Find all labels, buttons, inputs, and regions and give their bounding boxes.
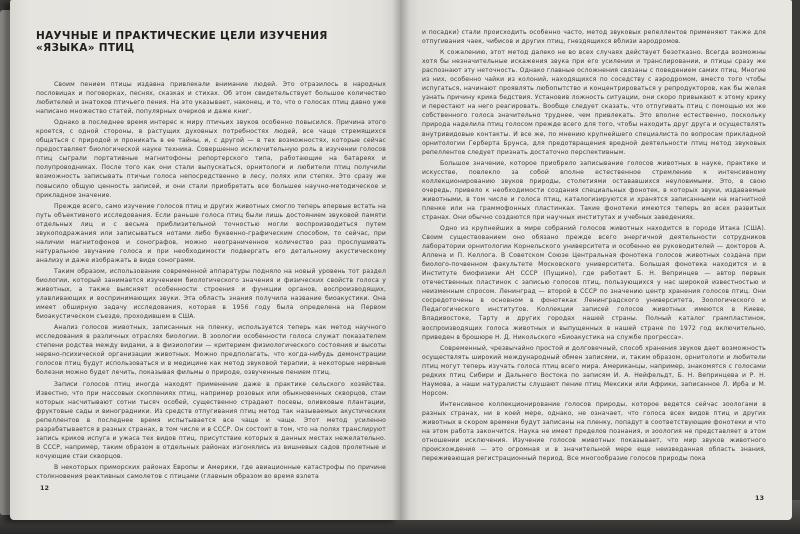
paragraph: К сожалению, этот метод далеко не во всех случаях действует безотказно. Всегда возможны хотя бы незначительные искажения звука при его усилении и транслировании, и птицы сразу же распознают эту неточность. Однако главные осложнения связаны с поведением самих птиц. Многие из них, особенно чайки из колоний, находящихся по соседству с аэродромом, вместо того чтобы испугаться, начинают проявлять любопытство и концентрироваться у репродукторов, как бы желая узнать причину крика бедствия. Установив ложность ситуации, они скоро привыкают к этому крику и перестают на него реагировать. Вообще следует сказать, что отпугивать птиц с помощью их же собственного голоса значительно труднее, чем привлекать. Это вполне естественно, поскольку природа наделила птиц голосом прежде всего для того, чтобы находить друг друга и осуществлять внутривидовые контакты. И все же, по мнению крупнейшего специалиста по вопросам прикладной орнитологии Герберта Брунса, для предотвращения вредной деятельности птиц метод звуковых репеллентов следует признать достаточно перспективным. (422, 49, 766, 156)
paragraph: и посадки) стали происходить особенно часто, метод звуковых репеллентов применяют также для отпугивания чаек, чибисов и других птиц, гнездящихся вблизи аэродромов. (422, 29, 766, 46)
paragraph: В некоторых приморских районах Европы и Америки, где авиационные катастрофы по причине столкновения реактивных самолетов с птицами (главным образом во время взлета (36, 463, 386, 480)
page-number-right: 13 (754, 494, 764, 502)
paragraph: Своим пением птицы издавна привлекали внимание людей. Это отразилось в народных пословицах и поговорках, песнях, сказках и стихах. Об этом свидетельствует большое количество любителей и знатоков птичьего пения. На это указывает, наконец, и то, что о голосах птиц давно уже написано множество статей, популярных очерков и даже книг. (36, 81, 386, 116)
paragraph: Анализ голосов животных, записанных на пленку, используется теперь как метод научного исследования в различных отраслях биологии. В зоологии особенности голоса служат показателем степени родства между видами, а в физиологии — критерием физиологического состояния и высоты нервно-психической организации животных. Можно предполагать, что когда-нибудь демонстрации голосов птиц будут использоваться и в медицине как метод звуковой терапии, а некоторые нервные болезни можно будет лечить, показывая фильмы о природе, озвученные пением птиц. (36, 324, 386, 377)
paragraph: Прежде всего, само изучение голосов птиц и других животных смогло теперь впервые встать на путь объективного исследования. Если раньше голоса птиц были лишь достоянием звуковой памяти отдельных лиц и с весьма приблизительной точностью могли воспроизводиться путем звукоподражания или записываться нотами либо буквенно-графическим способом, то сейчас, при наличии магнитофонов и сонографов, можно неограниченное количество раз прослушивать натуральное звучание голоса и при необходимости подвергать его детальному акустическому анализу и даже изображать в виде сонограмм. (36, 202, 386, 264)
chapter-title: НАУЧНЫЕ И ПРАКТИЧЕСКИЕ ЦЕЛИ ИЗУЧЕНИЯ «ЯЗЫКА» ПТИЦ (36, 30, 328, 54)
paragraph: Большое значение, которое приобрело записывание голосов животных в науке, практике и искусстве, повлекло за собой вполне естественное стремление к интенсивному коллекционированию звуков природы, столетиями остававшихся неуловимыми. Это, в свою очередь, привело к необходимости создания специальных фонотек, в которых звуки, издаваемые животными, в том числе и голоса птиц, каталогизируются и хранятся записанными на магнитной пленке или на граммофонных пластинках. Такие фонотеки имеются теперь во всех развитых странах. Они обычно создаются при научных институтах и учебных заведениях. (422, 159, 766, 221)
paragraph: Таким образом, использование современной аппаратуры подняло на новый уровень тот раздел биологии, который занимается изучением биологического значения и физических свойств голоса у животных, а также выясняет особенности строения и функции органов, воспроизводящих, улавливающих и воспринимающих звуки. Эта область знания получила название биоакустики. Она имеет обширную задачу исследования, которая в 1956 году была определена на Первом биоакустическом съезде, проходившем в США. (36, 267, 386, 321)
page-number-left: 12 (40, 484, 50, 492)
right-page (400, 0, 792, 520)
paragraph: Одно из крупнейших в мире собраний голосов животных находится в городе Итака (США). Своим существованием оно обязано прежде всего энергичной деятельности сотрудников лаборатории орнитологии Корнельского университета и особенно ее руководителей — докторов А. Аллена и П. Келлога. В Советском Союзе Центральная фонотека голосов животных создана при биолого-почвенном факультете Московского университета. Большая фонотека находится и в Институте биофизики АН СССР (Пущино), где работает Б. Н. Вепринцев — автор первых отечественных пластинок с записью голосов птиц, пользующихся у нас широкой известностью и неизменным спросом. Ленинград — второй в СССР по значению центр хранения голосов птиц. Они сосредоточены в основном в фонотеках Ленинградского университета, Зоологического и Педагогического институтов. Коллекции записей голосов животных имеются в Киеве, Владивостоке, Тарту и других городах нашей страны. Полный каталог грампластинок, воспроизводящих голоса животных и выпущенных в нашей стране по 1972 год включительно, приведен в брошюре Н. Д. Никольского «Биоакустика на службе прогресса». (422, 224, 766, 341)
paragraph: Интенсивное коллекционирование голосов природы, которое ведется сейчас зоологами в разных странах, ни в коей мере, однако, не означает, что голоса всех видов птиц и других животных в скором времени будут записаны на пленку, попадут в соответствующие фонотеки и что на этом работа закончится. Наука не имеет пределов познания, и зоология не представляет в этом отношении исключения. Изучение голосов животных показывает, что мир звуков животного происхождения — это огромная и в значительной мере еще неизведанная область знания, переживающая регистрационный период. Все многообразие голосов природы пока (422, 400, 766, 463)
paragraph: Записи голосов птиц иногда находят применение даже в практике сельского хозяйства. Известно, что при массовых скоплениях птиц, например розовых или обыкновенных скворцов, стаи которых насчитывают сотни тысяч особей, существенно страдают посевы, оливковые плантации, фруктовые сады и виноградники. Из средств отпугивания птиц метод так называемых акустических репеллентов в последнее время испытывается все чаще и чаще. Этот метод усиленно разрабатывается в разных странах, в том числе и в СССР. Он состоит в том, что на полях транслируют запись криков испуга и ужаса тех видов птиц, присутствие которых в данных местах нежелательно. В СССР, например, таким образом в отдельных районах изгонялись из вишневых садов пролетные и кочующие стаи скворцов. (36, 380, 386, 460)
paragraph: Современный, чрезвычайно простой и долговечный, способ хранения звуков дает возможность осуществлять широкий международный обмен записями, и, таким образом, орнитологи и любители птиц могут теперь изучать голоса птиц всего мира. Американцы, например, знакомятся с голосами редких птиц Сибири и Дальнего Востока по записям И. А. Нейфельдт, Б. Н. Вепринцева и Р. Н. Наумова, а наши натуралисты слушают пение птиц Мексики или Африки, записанное Л. Ирба и М. Норсом. (422, 344, 766, 397)
left-page (10, 0, 400, 520)
paragraph: Однако в последнее время интерес к миру птичьих звуков особенно повысился. Причина этого кроется, с одной стороны, в растущих духовных потребностях людей, все чаще стремящихся общаться с природой и проникать в ее тайны, и, с другой — в тех возможностях, которые сейчас предоставляет биологической науке техника. Совершенно исключительную роль в изучении голосов птиц сыграли портативные магнитофоны репортерского типа, работающие на батареях и полупроводниках. После того как они стали выпускаться, орнитологи и любители птиц получили возможность записывать птичьи голоса непосредственно в лесу, полях или степях. Это сразу же повысило общую ценность записей, и они стали приобретать все большее научно-методическое и прикладное значение. (36, 119, 386, 199)
